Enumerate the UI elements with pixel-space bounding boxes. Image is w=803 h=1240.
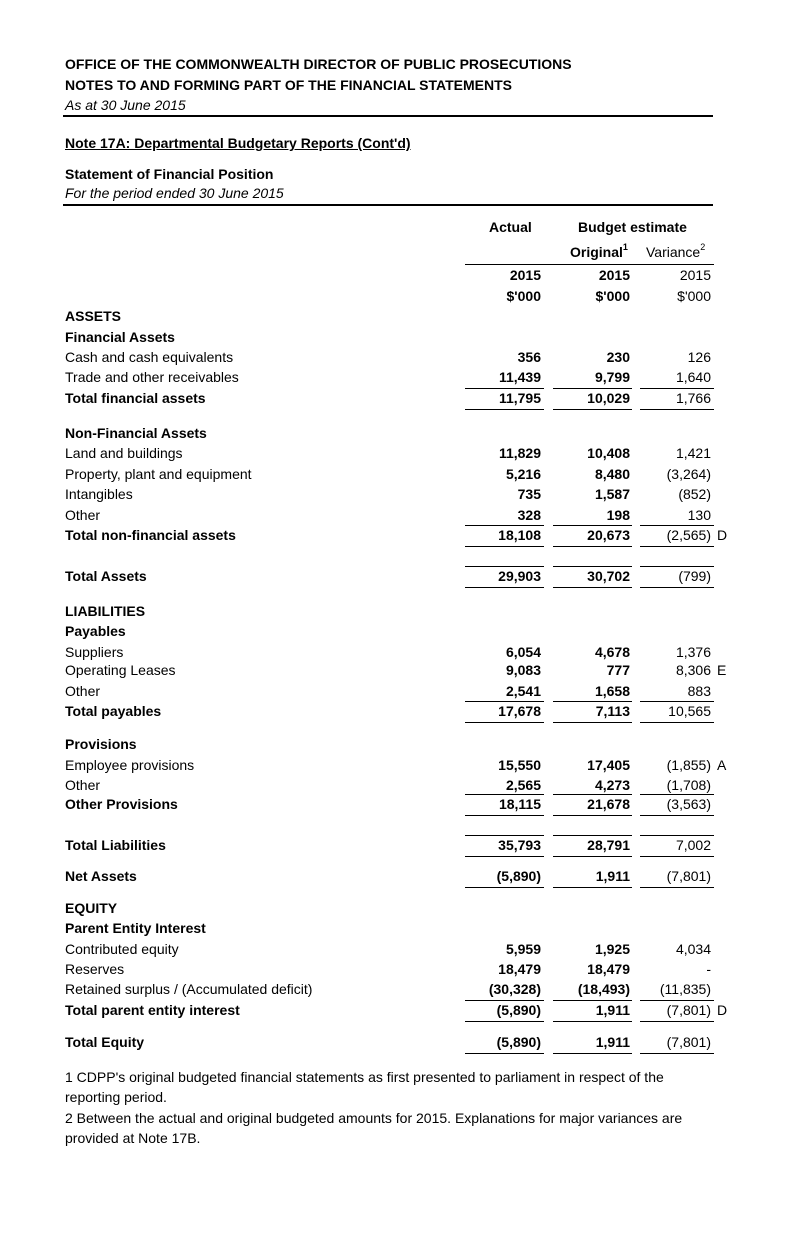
column-rule	[640, 566, 714, 567]
row-label: Intangibles	[65, 486, 133, 502]
row-label: Other	[65, 777, 101, 793]
cell-variance: 1,766	[675, 390, 711, 406]
column-rule	[465, 587, 544, 588]
row-label: Parent Entity Interest	[65, 920, 206, 936]
column-rule	[465, 701, 544, 702]
row-label: Provisions	[65, 736, 137, 752]
cell-variance: (7,801)	[666, 868, 711, 884]
row-label: Payables	[65, 623, 126, 639]
column-rule	[640, 546, 714, 547]
cell-original: 1,911	[595, 868, 630, 884]
variance-flag: A	[717, 757, 727, 773]
cell-original: 1,911	[595, 1034, 630, 1050]
cell-original: 4,678	[594, 644, 630, 660]
cell-variance: 10,565	[668, 703, 711, 719]
column-rule	[553, 815, 632, 816]
footnote-ref-2: 2	[700, 242, 706, 252]
cell-original: 198	[606, 507, 630, 523]
cell-actual: (30,328)	[488, 981, 541, 997]
cell-variance: (7,801)	[666, 1002, 711, 1018]
col-variance-header: Variance$^2$	[646, 242, 706, 260]
column-rule	[640, 1000, 714, 1001]
cell-variance: 1,421	[675, 445, 711, 461]
column-rule	[465, 1021, 544, 1022]
column-rule	[465, 887, 544, 888]
cell-original: 4,273	[594, 777, 630, 793]
row-label: Reserves	[65, 961, 125, 977]
cell-actual: 17,678	[498, 703, 541, 719]
row-label: Other Provisions	[65, 796, 178, 812]
cell-original: 1,658	[594, 683, 630, 699]
column-rule	[465, 525, 544, 526]
header-rule	[465, 264, 714, 265]
column-rule	[553, 794, 632, 795]
col-original-year: 2015	[598, 267, 630, 283]
col-original-header: Original$^1$	[570, 242, 628, 260]
header-date: As at 30 June 2015	[65, 97, 186, 113]
cell-actual: 18,479	[498, 961, 541, 977]
column-rule	[465, 815, 544, 816]
footnote-1: 1 CDPP's original budgeted financial statements as first presented to parliament in respect of the reporting period.	[65, 1069, 664, 1105]
cell-variance: (852)	[678, 486, 711, 502]
col-budget-estimate-header: Budget estimate	[578, 219, 687, 235]
cell-original: (18,493)	[577, 981, 630, 997]
row-label: Total Assets	[65, 568, 147, 584]
row-label: Employee provisions	[65, 757, 195, 773]
agency-title: OFFICE OF THE COMMONWEALTH DIRECTOR OF PUBLIC PROSECUTIONS	[65, 56, 572, 72]
column-rule	[640, 388, 714, 389]
cell-actual: 18,108	[498, 527, 541, 543]
col-actual-year: 2015	[509, 267, 541, 283]
column-rule	[553, 701, 632, 702]
cell-original: 1,911	[595, 1002, 630, 1018]
column-rule	[553, 566, 632, 567]
cell-variance: (799)	[678, 568, 711, 584]
cell-actual: 11,795	[498, 390, 541, 406]
row-label: Other	[65, 683, 101, 699]
column-rule	[465, 546, 544, 547]
column-rule	[553, 409, 632, 410]
cell-actual: 5,216	[505, 466, 541, 482]
cell-actual: 2,565	[505, 777, 541, 793]
cell-actual: (5,890)	[496, 1034, 541, 1050]
col-variance-year: 2015	[679, 267, 711, 283]
row-label: Total parent entity interest	[65, 1002, 240, 1018]
cell-variance: (1,855)	[666, 757, 711, 773]
column-rule	[465, 722, 544, 723]
cell-actual: 29,903	[498, 568, 541, 584]
row-label: Other	[65, 507, 101, 523]
column-rule	[640, 815, 714, 816]
row-label: EQUITY	[65, 900, 118, 916]
cell-actual: (5,890)	[496, 868, 541, 884]
column-rule	[553, 388, 632, 389]
column-rule	[640, 794, 714, 795]
row-label: Retained surplus / (Accumulated deficit)	[65, 981, 313, 997]
column-rule	[553, 546, 632, 547]
cell-original: 230	[606, 349, 630, 365]
cell-actual: 18,115	[498, 796, 541, 812]
column-rule	[553, 1000, 632, 1001]
row-label: Total payables	[65, 703, 162, 719]
row-label: Total non-financial assets	[65, 527, 236, 543]
row-label: Trade and other receivables	[65, 369, 239, 385]
cell-variance: (2,565)	[666, 527, 711, 543]
cell-variance: 883	[687, 683, 711, 699]
cell-original: 9,799	[594, 369, 630, 385]
cell-actual: 11,439	[498, 369, 541, 385]
cell-variance: 7,002	[675, 837, 711, 853]
cell-variance: 4,034	[675, 941, 711, 957]
column-rule	[553, 1053, 632, 1054]
column-rule	[640, 1053, 714, 1054]
cell-variance: -	[706, 961, 711, 977]
cell-variance: (3,563)	[666, 796, 711, 812]
column-rule	[640, 587, 714, 588]
statement-title: Statement of Financial Position	[65, 166, 274, 182]
cell-original: 20,673	[587, 527, 630, 543]
column-rule	[465, 1053, 544, 1054]
column-rule	[465, 1000, 544, 1001]
cell-variance: (7,801)	[666, 1034, 711, 1050]
row-label: Land and buildings	[65, 445, 183, 461]
statement-divider	[63, 204, 713, 206]
column-rule	[640, 722, 714, 723]
cell-original: 777	[606, 662, 630, 678]
cell-actual: 328	[517, 507, 541, 523]
cell-actual: 6,054	[505, 644, 541, 660]
cell-original: 30,702	[587, 568, 630, 584]
column-rule	[553, 856, 632, 857]
col-actual-unit: $'000	[506, 288, 541, 304]
footnote-2: 2 Between the actual and original budgeted amounts for 2015. Explanations for major variances are provided at Note 17B.	[65, 1110, 683, 1146]
cell-actual: 11,829	[498, 445, 541, 461]
column-rule	[640, 835, 714, 836]
column-rule	[640, 887, 714, 888]
column-rule	[640, 856, 714, 857]
cell-variance: (3,264)	[666, 466, 711, 482]
cell-actual: 35,793	[498, 837, 541, 853]
cell-actual: (5,890)	[496, 1002, 541, 1018]
cell-actual: 15,550	[498, 757, 541, 773]
cell-actual: 9,083	[505, 662, 541, 678]
cell-original: 8,480	[594, 466, 630, 482]
cell-actual: 2,541	[505, 683, 541, 699]
column-rule	[553, 1021, 632, 1022]
cell-original: 28,791	[587, 837, 630, 853]
row-label: Suppliers	[65, 644, 124, 660]
cell-variance: (1,708)	[666, 777, 711, 793]
column-rule	[465, 835, 544, 836]
footnote-ref-1: 1	[622, 242, 628, 252]
cell-original: 10,029	[587, 390, 630, 406]
row-label: Contributed equity	[65, 941, 179, 957]
row-label: Net Assets	[65, 868, 137, 884]
row-label: Total financial assets	[65, 390, 206, 406]
cell-variance: 1,640	[675, 369, 711, 385]
cell-variance: 1,376	[675, 644, 711, 660]
cell-original: 18,479	[587, 961, 630, 977]
cell-variance: 8,306	[675, 662, 711, 678]
row-label: Operating Leases	[65, 662, 176, 678]
cell-original: 7,113	[595, 703, 630, 719]
column-rule	[465, 409, 544, 410]
column-rule	[640, 525, 714, 526]
header-divider	[63, 115, 713, 117]
statement-period: For the period ended 30 June 2015	[65, 185, 284, 201]
note-title: Note 17A: Departmental Budgetary Reports (Cont'd)	[65, 135, 411, 151]
cell-original: 1,925	[594, 941, 630, 957]
variance-flag: D	[717, 1002, 728, 1018]
variance-flag: D	[717, 527, 728, 543]
cell-actual: 5,959	[505, 941, 541, 957]
cell-variance: 130	[687, 507, 711, 523]
column-rule	[640, 1021, 714, 1022]
row-label: ASSETS	[65, 308, 122, 324]
row-label: Total Liabilities	[65, 837, 166, 853]
cell-original: 10,408	[587, 445, 630, 461]
cell-variance: 126	[687, 349, 711, 365]
cell-variance: (11,835)	[659, 981, 711, 997]
column-rule	[553, 587, 632, 588]
column-rule	[640, 409, 714, 410]
row-label: Non-Financial Assets	[65, 425, 207, 441]
document-title: NOTES TO AND FORMING PART OF THE FINANCIAL STATEMENTS	[65, 77, 512, 93]
column-rule	[465, 794, 544, 795]
column-rule	[640, 701, 714, 702]
row-label: Property, plant and equipment	[65, 466, 252, 482]
col-variance-unit: $'000	[677, 288, 711, 304]
col-original-unit: $'000	[595, 288, 630, 304]
variance-flag: E	[717, 662, 727, 678]
column-rule	[465, 566, 544, 567]
row-label: Total Equity	[65, 1034, 145, 1050]
cell-actual: 735	[517, 486, 541, 502]
col-actual-header: Actual	[489, 219, 532, 235]
column-rule	[465, 388, 544, 389]
column-rule	[553, 722, 632, 723]
cell-original: 21,678	[587, 796, 630, 812]
column-rule	[465, 856, 544, 857]
cell-actual: 356	[517, 349, 541, 365]
row-label: Financial Assets	[65, 329, 175, 345]
column-rule	[553, 835, 632, 836]
column-rule	[553, 525, 632, 526]
row-label: LIABILITIES	[65, 603, 146, 619]
column-rule	[553, 887, 632, 888]
cell-original: 1,587	[594, 486, 630, 502]
row-label: Cash and cash equivalents	[65, 349, 234, 365]
cell-original: 17,405	[587, 757, 630, 773]
